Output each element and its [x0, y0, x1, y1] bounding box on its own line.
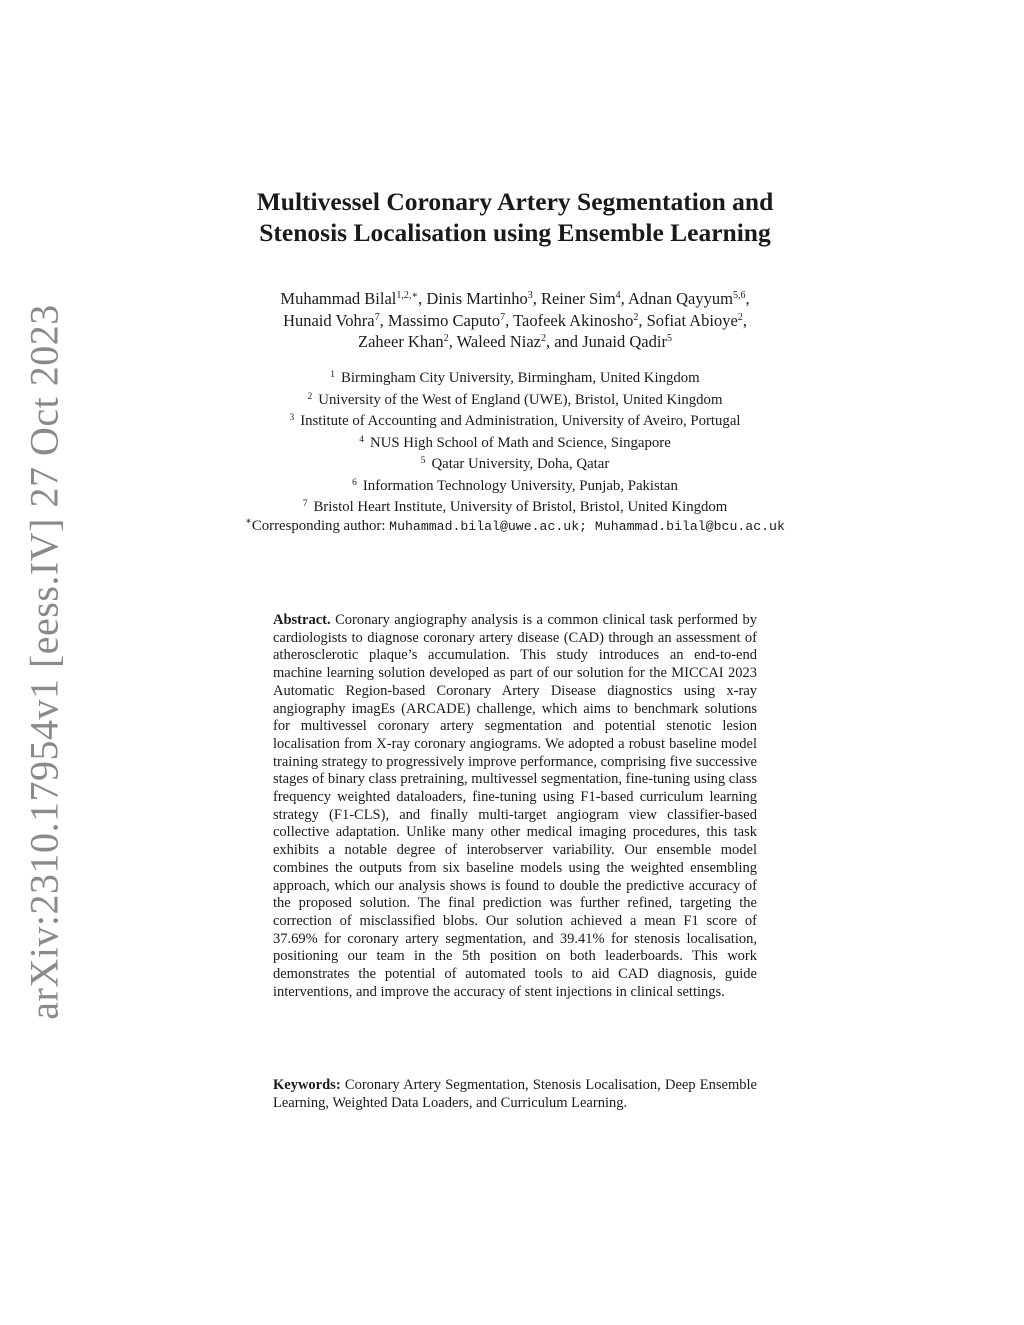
title-line-1: Multivessel Coronary Artery Segmentation and	[256, 187, 774, 216]
corresponding-marker: ∗	[245, 515, 252, 527]
author-separator: ,	[418, 289, 427, 308]
author-name: Massimo Caputo	[387, 310, 501, 330]
author-name: Waleed Niaz	[456, 332, 541, 351]
abstract	[273, 612, 757, 1001]
author-separator: ,	[745, 289, 750, 308]
author-name: Sofiat Abioye	[646, 310, 738, 330]
author-affiliation-marker: 3	[527, 290, 533, 301]
arxiv-identifier-stamp: arXiv:2310.17954v1 [eess.IV] 27 Oct 2023	[21, 304, 67, 1020]
author-name: Adnan Qayyum	[628, 289, 733, 308]
author-line-2	[180, 310, 850, 332]
affiliation-item	[180, 409, 850, 431]
affiliation-item	[180, 431, 850, 453]
keywords-body: Coronary Artery Segmentation, Stenosis Localisation, Deep Ensemble Learning, Weighted Data Loaders, and Curriculum Learning.	[273, 1077, 757, 1111]
author-name: Muhammad Bilal	[280, 289, 397, 308]
author-affiliation-marker: 7	[374, 311, 380, 323]
affiliation-number: 7	[302, 499, 308, 509]
affiliation-number: 5	[420, 456, 426, 466]
author-name: Reiner Sim	[540, 289, 616, 308]
affiliation-text: Qatar University, Doha, Qatar	[431, 456, 610, 472]
title-line-2: Stenosis Localisation using Ensemble Learning	[259, 218, 771, 247]
author-affiliation-marker: 5,6	[732, 290, 746, 301]
author-separator: ,	[505, 310, 514, 330]
author-name: Hunaid Vohra	[283, 310, 375, 330]
corresponding-emails[interactable]: Muhammad.bilal@uwe.ac.uk; Muhammad.bilal@bcu.ac.uk	[389, 518, 785, 534]
author-separator: ,	[742, 310, 747, 330]
author-affiliation-marker: 2	[443, 333, 449, 344]
affiliation-text: Information Technology University, Punjab, Pakistan	[362, 477, 678, 494]
affiliation-item	[180, 452, 850, 474]
affiliation-item	[180, 366, 850, 388]
author-separator: ,	[532, 289, 541, 308]
affiliation-list	[180, 366, 850, 536]
author-name: Dinis Martinho	[426, 289, 528, 308]
paper-title	[180, 186, 850, 248]
affiliation-number: 4	[359, 434, 364, 445]
author-separator: , and	[545, 332, 583, 351]
affiliation-text: Birmingham City University, Birmingham, United Kingdom	[341, 370, 700, 386]
author-affiliation-marker: 2	[737, 311, 743, 323]
affiliation-item	[180, 495, 850, 517]
author-name: Junaid Qadir	[582, 332, 667, 351]
corresponding-label: Corresponding author:	[251, 517, 390, 534]
affiliation-text: NUS High School of Math and Science, Singapore	[369, 434, 671, 451]
affiliation-number: 2	[307, 391, 313, 402]
author-line-3	[180, 331, 850, 353]
affiliation-number: 6	[352, 477, 357, 488]
affiliation-text: Bristol Heart Institute, University of Bristol, Bristol, United Kingdom	[313, 499, 728, 515]
affiliation-item	[180, 474, 850, 496]
abstract-heading: Abstract.	[273, 612, 331, 628]
author-separator: ,	[620, 289, 628, 308]
affiliation-number: 3	[289, 413, 295, 423]
author-affiliation-marker: 7	[500, 311, 506, 323]
keywords-heading: Keywords:	[273, 1077, 341, 1093]
author-separator: ,	[379, 310, 388, 330]
abstract-body: Coronary angiography analysis is a common clinical task performed by cardiologists to diagnose coronary artery disease (CAD) through an assessment of atherosclerotic plaque’s accumulation. This study introduces an end-to-end machine learning solution developed as part of our solution for the MICCAI 2023 Automatic Region-based Coronary Artery Disease diagnostics using x-ray angiography imagEs (ARCADE) challenge, which aims to benchmark solutions for multivessel coronary artery segmentation and potential stenotic lesion localisation from X-ray coronary angiograms. We adopted a robust baseline model training strategy to progressively improve performance, comprising five successive stages of binary class pretraining, multivessel segmentation, fine-tuning using class frequency weighted dataloaders, fine-tuning using F1-based curriculum learning strategy (F1-CLS), and finally multi-target angiogram view classifier-based collective adaptation. Unlike many other medical imaging procedures, this task exhibits a notable degree of interobserver variability. Our ensemble model combines the outputs from six baseline models using the weighted ensembling approach, which our analysis shows is found to double the predictive accuracy of the proposed solution. The final prediction was further refined, targeting the correction of misclassified blobs. Our solution achieved a mean F1 score of 37.69% for coronary artery segmentation, and 39.41% for stenosis localisation, positioning our team in the 5th position on both leaderboards. This work demonstrates the potential of automated tools to aid CAD diagnosis, guide interventions, and improve the accuracy of stent injections in clinical settings.	[273, 612, 757, 1000]
affiliation-number: 1	[330, 370, 336, 380]
affiliation-text: Institute of Accounting and Administration, University of Aveiro, Portugal	[300, 413, 741, 429]
corresponding-author	[180, 517, 850, 537]
author-name: Taofeek Akinosho	[513, 310, 634, 330]
affiliation-text: University of the West of England (UWE), Bristol, United Kingdom	[318, 391, 723, 408]
author-affiliation-marker: 1,2,∗	[396, 290, 419, 301]
author-affiliation-marker: 2	[633, 311, 639, 323]
author-line-1	[180, 288, 850, 310]
keywords	[273, 1077, 757, 1112]
author-list	[180, 288, 850, 353]
author-separator: ,	[448, 332, 457, 351]
author-name: Zaheer Khan	[358, 332, 444, 351]
affiliation-item	[180, 388, 850, 410]
author-affiliation-marker: 4	[615, 290, 621, 301]
author-affiliation-marker: 5	[666, 333, 672, 344]
author-affiliation-marker: 2	[540, 333, 546, 344]
author-separator: ,	[638, 310, 647, 330]
